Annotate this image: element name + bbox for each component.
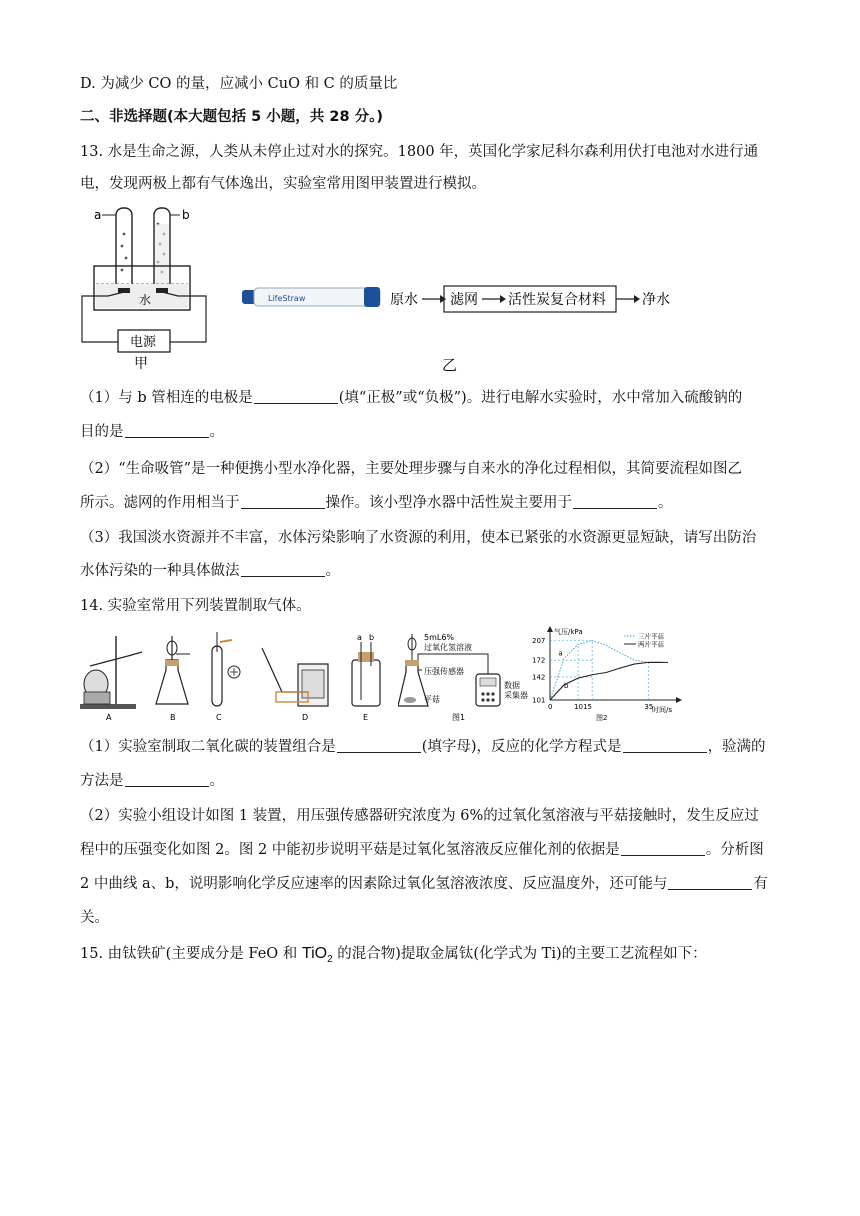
section-2-title: 二、非选择题(本大题包括 5 小题，共 28 分。) — [80, 109, 383, 125]
q13-p1-text-b: (填“正极”或“负极”)。进行电解水实验时，水中常加入硫酸钠的 — [338, 390, 743, 406]
q14-p1-text-a: （1）实验室制取二氧化碳的装置组合是 — [80, 739, 336, 755]
q13-stem-line1: 13. 水是生命之源，人类从未停止过对水的探究。1800 年，英国化学家尼科尔森利用伏打电池对水进行通 — [80, 144, 759, 160]
q14-p2-text-d: 2 中曲线 a、b，说明影响化学反应速率的因素除过氧化氢溶液浓度、反应温度外，还可能与 — [80, 876, 668, 892]
q13-part2-line2 — [80, 493, 673, 513]
flow-clean-water: 净水 — [642, 292, 670, 308]
y-tick-label: 207 — [532, 636, 546, 645]
apparatus-label-c: C — [216, 713, 222, 722]
y-tick-label: 101 — [532, 696, 546, 705]
tube-label-a: a — [94, 208, 102, 222]
q13-p3-text-b: 水体污染的一种具体做法 — [80, 563, 240, 579]
apparatus-a — [80, 636, 142, 709]
apparatus-label-a: A — [106, 713, 112, 722]
figure-yi-lifestraw — [238, 282, 678, 374]
q13-p2-text-d: 。 — [658, 495, 673, 511]
series-label-b: b — [564, 682, 569, 691]
q14-part1-line2 — [80, 771, 224, 791]
q13-p1-text-a: （1）与 b 管相连的电极是 — [80, 390, 253, 406]
q13-p1-text-d: 。 — [209, 424, 224, 440]
water-label: 水 — [139, 293, 152, 307]
q13-stem-line2: 电，发现两极上都有气体逸出，实验室常用图甲装置进行模拟。 — [80, 176, 486, 192]
answer-blank[interactable] — [254, 389, 338, 404]
reagent-name: 过氧化氢溶液 — [424, 643, 472, 652]
bottle-label-b: b — [369, 633, 375, 642]
q14-stem: 14. 实验室常用下列装置制取气体。 — [80, 598, 311, 614]
figure-1-caption: 图1 — [452, 713, 466, 722]
q13-part1-line1 — [80, 388, 742, 408]
apparatus-label-d: D — [302, 713, 309, 722]
series-line-a — [550, 640, 662, 700]
flow-raw-water: 原水 — [390, 292, 418, 308]
q14-p1-text-b: (填字母)，反应的化学方程式是 — [421, 739, 622, 755]
q14-part2-line3 — [80, 874, 768, 894]
q14-part2-line4: 关。 — [80, 910, 109, 926]
q15-text-b: 的混合物)提取金属钛(化学式为 Ti)的主要工艺流程如下： — [332, 946, 707, 962]
flow-filter-net: 滤网 — [450, 292, 478, 308]
apparatus-d — [262, 648, 328, 706]
mushroom-label: 平菇 — [424, 695, 440, 704]
tio2-formula-main: TiO — [301, 945, 328, 962]
legend-entry: 三片平菇 — [638, 632, 664, 641]
q14-p1-text-d: 方法是 — [80, 773, 124, 789]
q14-part2-line1: （2）实验小组设计如图 1 装置，用压强传感器研究浓度为 6%的过氧化氢溶液与平菇接触时，发生反应过 — [80, 808, 759, 824]
y-tick-label: 172 — [532, 656, 546, 665]
answer-blank[interactable] — [573, 494, 657, 509]
q15-stem — [80, 944, 707, 970]
tio2-formula — [301, 945, 333, 966]
q13-p3-text-c: 。 — [325, 563, 340, 579]
q14-p2-text-e: 有 — [753, 876, 768, 892]
q14-p2-text-b: 程中的压强变化如图 2。图 2 中能初步说明平菇是过氧化氢溶液反应催化剂的依据是 — [80, 842, 620, 858]
figure-yi-caption: 乙 — [442, 356, 458, 374]
collector-label-1: 数据 — [504, 681, 520, 690]
series-line-b — [550, 662, 662, 700]
answer-blank[interactable] — [623, 738, 707, 753]
collector-label-2: 采集器 — [504, 691, 528, 700]
answer-blank[interactable] — [241, 494, 325, 509]
figure-2-pressure-chart — [528, 626, 688, 724]
figure-1-pressure-setup — [398, 630, 528, 724]
q13-part3-line2 — [80, 561, 340, 581]
q14-p1-text-e: 。 — [209, 773, 224, 789]
q13-part3-line1: （3）我国淡水资源并不丰富，水体污染影响了水资源的利用，使本已紧张的水资源更显短缺，请写出防治 — [80, 530, 757, 546]
q13-p1-text-c: 目的是 — [80, 424, 124, 440]
q14-p1-text-c: ，验满的 — [707, 739, 766, 755]
tio2-formula-subscript: 2 — [327, 954, 333, 966]
answer-blank[interactable] — [125, 772, 209, 787]
x-tick-label: 1015 — [574, 703, 592, 711]
apparatus-label-b: B — [170, 713, 176, 722]
x-axis-label: 时间/s — [652, 706, 673, 714]
flow-activated-carbon: 活性炭复合材料 — [508, 292, 606, 308]
lifestraw-brand-text: LifeStraw — [268, 294, 306, 303]
q12-option-d: D. 为减少 CO 的量，应减小 CuO 和 C 的质量比 — [80, 76, 398, 92]
answer-blank[interactable] — [125, 423, 209, 438]
power-supply-label: 电源 — [130, 335, 157, 350]
q14-part1-line1 — [80, 737, 766, 757]
bottle-label-a: a — [357, 633, 362, 642]
x-tick-label: 35 — [644, 703, 654, 711]
figure-2-caption: 图2 — [596, 714, 608, 722]
pressure-sensor-label: 压强传感器 — [424, 667, 464, 676]
q13-part2-line1: （2）“生命吸管”是一种便携小型水净化器，主要处理步骤与自来水的净化过程相似，其简要流程如图乙 — [80, 461, 743, 477]
q15-text-a: 15. 由钛铁矿(主要成分是 FeO 和 — [80, 946, 302, 962]
apparatus-c — [212, 632, 240, 706]
y-tick-label: 142 — [532, 673, 546, 682]
answer-blank[interactable] — [621, 841, 705, 856]
q14-part2-line2 — [80, 840, 764, 860]
tube-label-b: b — [182, 208, 190, 222]
series-label-a: a — [558, 649, 563, 658]
apparatus-b — [156, 636, 190, 704]
q13-p2-text-b: 所示。滤网的作用相当于 — [80, 495, 240, 511]
figure-jia-caption: 甲 — [134, 356, 148, 370]
apparatus-label-e: E — [363, 713, 369, 722]
figure-apparatus-a-to-e — [76, 630, 396, 724]
answer-blank[interactable] — [241, 562, 325, 577]
x-tick-label: 0 — [548, 703, 553, 711]
apparatus-e — [352, 633, 380, 706]
answer-blank[interactable] — [337, 738, 421, 753]
answer-blank[interactable] — [668, 875, 752, 890]
q13-part1-line2 — [80, 422, 224, 442]
q13-p2-text-c: 操作。该小型净水器中活性炭主要用于 — [325, 495, 572, 511]
legend-entry: 两片平菇 — [638, 640, 664, 649]
figure-jia-electrolysis — [78, 204, 218, 370]
reagent-amount: 5mL6% — [424, 633, 455, 642]
y-axis-label: 气压/kPa — [554, 628, 583, 636]
q14-p2-text-c: 。分析图 — [705, 842, 764, 858]
